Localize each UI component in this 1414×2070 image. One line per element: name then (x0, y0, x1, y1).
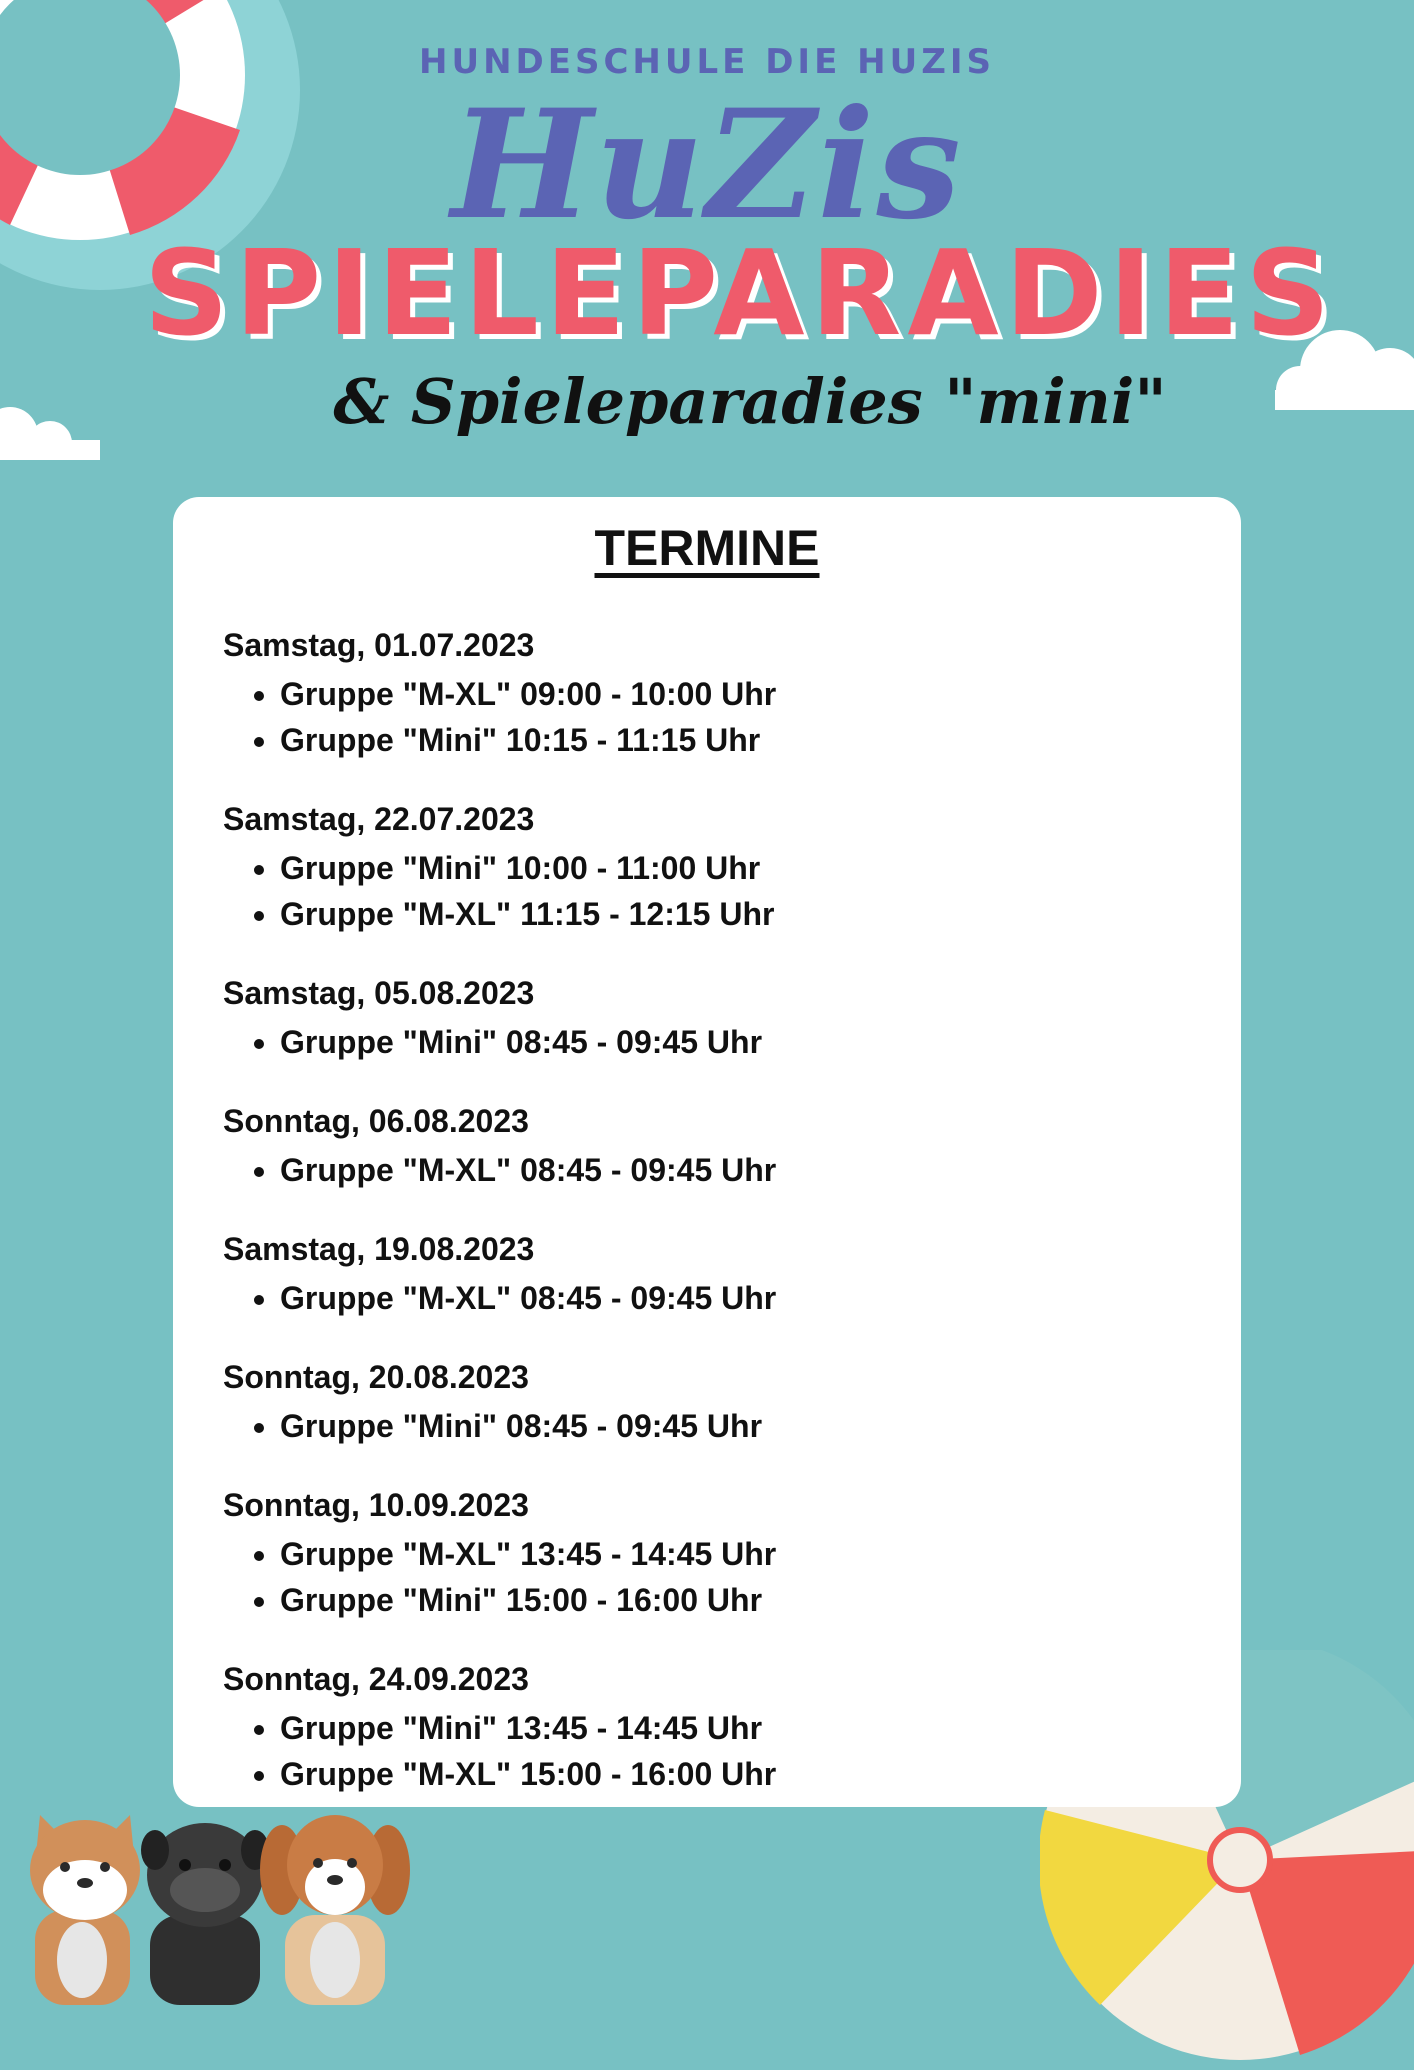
schedule-heading: TERMINE (594, 520, 820, 576)
schedule-entry (223, 1229, 1201, 1321)
schedule-entry (223, 625, 1201, 763)
schedule-list (223, 625, 1201, 1833)
slot-item: • Gruppe "Mini" 10:15 - 11:15 Uhr (280, 717, 1201, 763)
slot-list (223, 671, 1201, 763)
brand-title: HuZis (451, 77, 963, 253)
slot-list (223, 1275, 1201, 1321)
entry-date: Sonntag, 24.09.2023 (223, 1661, 529, 1697)
entry-date: Sonntag, 10.09.2023 (223, 1487, 529, 1523)
schedule-entry (223, 1357, 1201, 1449)
entry-date: Samstag, 05.08.2023 (223, 975, 535, 1011)
entry-date: Sonntag, 20.08.2023 (223, 1359, 529, 1395)
page-subtitle: & Spieleparadies "mini" (333, 365, 1167, 438)
schedule-entry (223, 1485, 1201, 1623)
slot-item: • Gruppe "M-XL" 08:45 - 09:45 Uhr (280, 1147, 1201, 1193)
entry-date: Sonntag, 06.08.2023 (223, 1103, 529, 1139)
slot-list (223, 845, 1201, 937)
slot-item: • Gruppe "M-XL" 09:00 - 10:00 Uhr (280, 671, 1201, 717)
slot-item: • Gruppe "M-XL" 08:45 - 09:45 Uhr (280, 1275, 1201, 1321)
slot-item: • Gruppe "M-XL" 13:45 - 14:45 Uhr (280, 1531, 1201, 1577)
entry-date: Samstag, 19.08.2023 (223, 1231, 535, 1267)
entry-date: Samstag, 01.07.2023 (223, 627, 535, 663)
school-name: HUNDESCHULE DIE HUZIS (419, 42, 995, 82)
slot-list (223, 1403, 1201, 1449)
page-title: SPIELEPARADIES (143, 224, 1337, 362)
slot-item: • Gruppe "Mini" 08:45 - 09:45 Uhr (280, 1019, 1201, 1065)
slot-item: • Gruppe "Mini" 08:45 - 09:45 Uhr (280, 1403, 1201, 1449)
slot-item: • Gruppe "M-XL" 15:00 - 16:00 Uhr (280, 1751, 1201, 1797)
schedule-entry (223, 1101, 1201, 1193)
schedule-entry (223, 799, 1201, 937)
slot-item: • Gruppe "Mini" 10:00 - 11:00 Uhr (280, 845, 1201, 891)
slot-item: • Gruppe "M-XL" 11:15 - 12:15 Uhr (280, 891, 1201, 937)
entry-date: Samstag, 22.07.2023 (223, 801, 535, 837)
cloud-icon (0, 395, 100, 460)
slot-list (223, 1147, 1201, 1193)
schedule-entry (223, 973, 1201, 1065)
schedule-entry (223, 1659, 1201, 1797)
slot-list (223, 1019, 1201, 1065)
slot-item: • Gruppe "Mini" 13:45 - 14:45 Uhr (280, 1705, 1201, 1751)
slot-list (223, 1531, 1201, 1623)
slot-list (223, 1705, 1201, 1797)
schedule-card (173, 497, 1241, 1807)
slot-item: • Gruppe "Mini" 15:00 - 16:00 Uhr (280, 1577, 1201, 1623)
